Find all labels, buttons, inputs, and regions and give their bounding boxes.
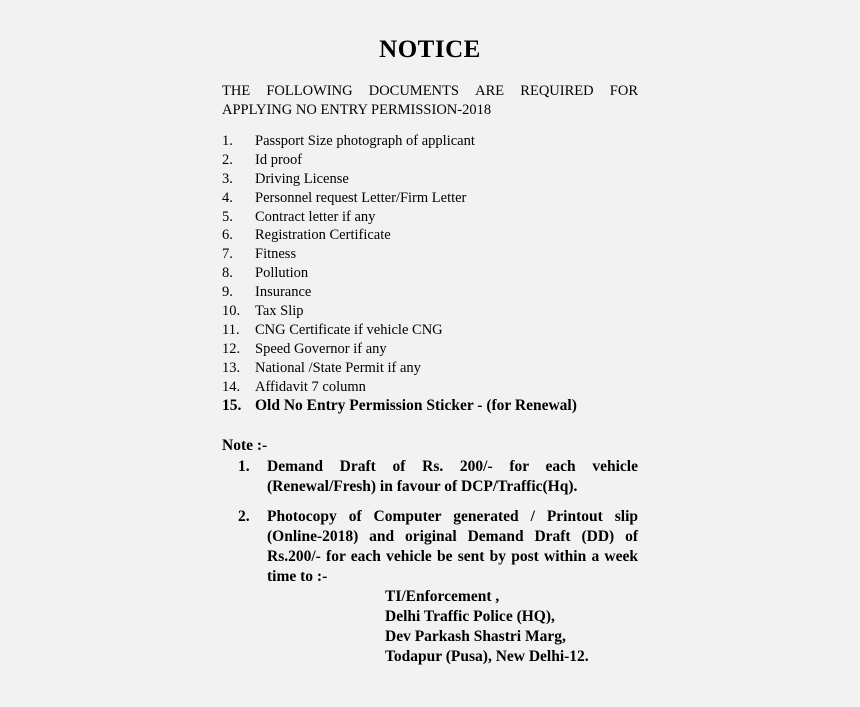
list-item: 9. Insurance xyxy=(222,284,312,301)
documents-heading xyxy=(222,82,638,120)
list-item: 14. Affidavit 7 column xyxy=(222,378,366,395)
heading-word: FOLLOWING xyxy=(266,83,353,99)
note-label: Note :- xyxy=(222,437,268,454)
list-item: 8. Pollution xyxy=(222,265,309,282)
address-line: Todapur (Pusa), New Delhi-12. xyxy=(385,648,589,665)
list-item: 7. Fitness xyxy=(222,246,297,263)
list-item: 12. Speed Governor if any xyxy=(222,340,387,357)
list-item: 11. CNG Certificate if vehicle CNG xyxy=(222,321,443,338)
address-line: Delhi Traffic Police (HQ), xyxy=(385,608,555,625)
heading-word: ARE xyxy=(475,83,505,99)
list-item: 4. Personnel request Letter/Firm Letter xyxy=(222,189,467,206)
heading-word: THE xyxy=(222,83,251,99)
list-item: 6. Registration Certificate xyxy=(222,227,391,244)
heading-line-2: APPLYING NO ENTRY PERMISSION-2018 xyxy=(222,102,492,118)
address-line: Dev Parkash Shastri Marg, xyxy=(385,628,566,645)
note-item: 2. Photocopy of Computer generated / Printout slip (Online-2018) and original Demand Draft (DD) of Rs.200/- for each vehicle be sent by post within a week time to :- xyxy=(238,508,638,585)
notice-title: NOTICE xyxy=(379,36,481,63)
heading-word: REQUIRED xyxy=(520,83,594,99)
documents-list xyxy=(222,132,638,416)
note-item: 1. Demand Draft of Rs. 200/- for each vehicle (Renewal/Fresh) in favour of DCP/Traffic(Hq). xyxy=(238,458,638,495)
list-item: 5. Contract letter if any xyxy=(222,208,376,225)
list-item: 10. Tax Slip xyxy=(222,303,304,320)
list-item: 2. Id proof xyxy=(222,151,303,168)
heading-word: DOCUMENTS xyxy=(368,83,459,99)
address-line: TI/Enforcement , xyxy=(385,588,500,605)
heading-word: FOR xyxy=(609,83,638,99)
list-item-renewal: 15. Old No Entry Permission Sticker - (for Renewal) xyxy=(222,397,577,415)
heading-line-1 xyxy=(222,82,638,101)
list-item: 3. Driving License xyxy=(222,170,349,187)
list-item: 1. Passport Size photograph of applicant xyxy=(222,133,475,149)
mailing-address xyxy=(385,587,589,667)
list-item: 13. National /State Permit if any xyxy=(222,359,421,376)
